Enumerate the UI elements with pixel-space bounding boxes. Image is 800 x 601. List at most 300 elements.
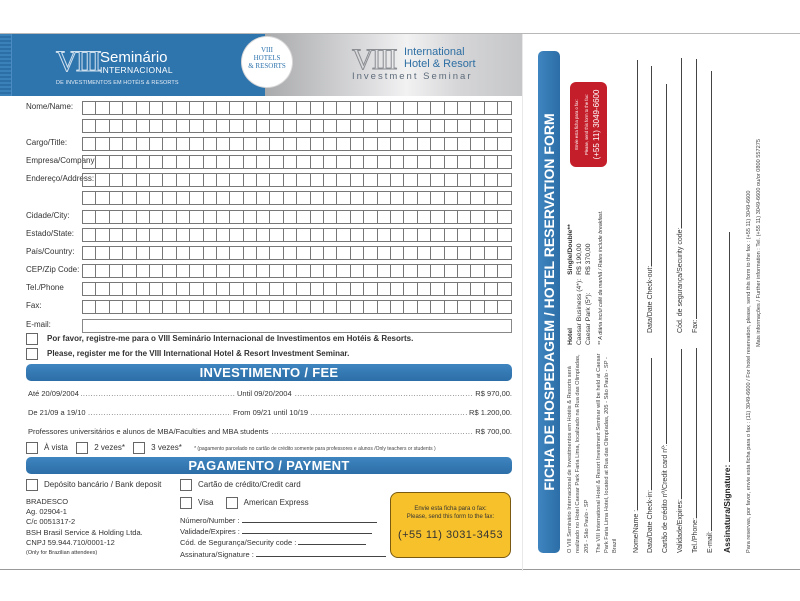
- character-box[interactable]: [378, 300, 391, 314]
- character-box[interactable]: [177, 191, 190, 205]
- character-box[interactable]: [364, 264, 377, 278]
- character-box[interactable]: [96, 228, 109, 242]
- character-box[interactable]: [337, 173, 350, 187]
- character-box[interactable]: [83, 137, 96, 151]
- expires-field[interactable]: [674, 349, 686, 553]
- character-box[interactable]: [445, 137, 458, 151]
- character-box[interactable]: [324, 228, 337, 242]
- character-box[interactable]: [230, 228, 243, 242]
- character-box[interactable]: [337, 246, 350, 260]
- character-box[interactable]: [257, 191, 270, 205]
- character-box[interactable]: [150, 101, 163, 115]
- character-box[interactable]: [418, 173, 431, 187]
- character-box[interactable]: [351, 101, 364, 115]
- bank-deposit-checkbox[interactable]: [26, 479, 38, 491]
- character-box[interactable]: [217, 246, 230, 260]
- character-box[interactable]: [337, 264, 350, 278]
- character-box[interactable]: [351, 300, 364, 314]
- character-box[interactable]: [485, 191, 498, 205]
- character-box[interactable]: [177, 282, 190, 296]
- character-box[interactable]: [351, 173, 364, 187]
- character-box[interactable]: [418, 300, 431, 314]
- character-box[interactable]: [163, 300, 176, 314]
- character-box[interactable]: [297, 155, 310, 169]
- character-box[interactable]: [297, 137, 310, 151]
- character-box[interactable]: [190, 264, 203, 278]
- character-box[interactable]: [204, 155, 217, 169]
- character-box[interactable]: [364, 300, 377, 314]
- character-box[interactable]: [137, 228, 150, 242]
- credit-card-option[interactable]: [180, 479, 301, 491]
- character-box[interactable]: [96, 173, 109, 187]
- character-box[interactable]: [163, 246, 176, 260]
- character-box[interactable]: [137, 264, 150, 278]
- character-box[interactable]: [418, 137, 431, 151]
- character-box[interactable]: [270, 246, 283, 260]
- character-box[interactable]: [150, 155, 163, 169]
- a-vista-checkbox[interactable]: [26, 442, 38, 454]
- character-box[interactable]: [257, 282, 270, 296]
- character-box[interactable]: [351, 191, 364, 205]
- character-box[interactable]: [445, 101, 458, 115]
- character-box[interactable]: [297, 119, 310, 133]
- amex-checkbox[interactable]: [226, 497, 238, 509]
- character-box[interactable]: [458, 119, 471, 133]
- character-box[interactable]: [137, 300, 150, 314]
- character-box[interactable]: [351, 119, 364, 133]
- character-box[interactable]: [123, 210, 136, 224]
- character-box[interactable]: [163, 155, 176, 169]
- character-box[interactable]: [110, 300, 123, 314]
- character-box[interactable]: [485, 228, 498, 242]
- character-box[interactable]: [458, 155, 471, 169]
- character-box[interactable]: [83, 101, 96, 115]
- character-box[interactable]: [364, 282, 377, 296]
- character-box[interactable]: [311, 246, 324, 260]
- character-box[interactable]: [123, 282, 136, 296]
- character-box[interactable]: [244, 191, 257, 205]
- character-box[interactable]: [257, 246, 270, 260]
- character-box[interactable]: [163, 210, 176, 224]
- character-box[interactable]: [364, 228, 377, 242]
- character-box[interactable]: [471, 300, 484, 314]
- card-expires-field[interactable]: [180, 526, 386, 537]
- character-box[interactable]: [337, 155, 350, 169]
- character-box[interactable]: [445, 300, 458, 314]
- character-box[interactable]: [378, 137, 391, 151]
- character-box[interactable]: [471, 210, 484, 224]
- character-box[interactable]: [471, 282, 484, 296]
- character-box-input[interactable]: [82, 228, 512, 242]
- character-box[interactable]: [270, 300, 283, 314]
- character-box[interactable]: [311, 137, 324, 151]
- character-box[interactable]: [297, 210, 310, 224]
- character-box[interactable]: [418, 264, 431, 278]
- character-box[interactable]: [351, 137, 364, 151]
- character-box[interactable]: [458, 246, 471, 260]
- register-en-option[interactable]: [26, 348, 349, 360]
- character-box[interactable]: [284, 282, 297, 296]
- character-box[interactable]: [351, 210, 364, 224]
- character-box[interactable]: [404, 137, 417, 151]
- character-box[interactable]: [217, 155, 230, 169]
- character-box[interactable]: [284, 264, 297, 278]
- visa-checkbox[interactable]: [180, 497, 192, 509]
- character-box[interactable]: [177, 228, 190, 242]
- character-box[interactable]: [110, 155, 123, 169]
- character-box[interactable]: [391, 282, 404, 296]
- character-box[interactable]: [217, 264, 230, 278]
- character-box[interactable]: [177, 137, 190, 151]
- character-box[interactable]: [204, 282, 217, 296]
- character-box[interactable]: [123, 173, 136, 187]
- character-box[interactable]: [351, 246, 364, 260]
- character-box[interactable]: [378, 173, 391, 187]
- character-box[interactable]: [418, 228, 431, 242]
- character-box[interactable]: [404, 210, 417, 224]
- character-box[interactable]: [83, 264, 96, 278]
- character-box[interactable]: [391, 137, 404, 151]
- character-box[interactable]: [244, 264, 257, 278]
- character-box[interactable]: [458, 173, 471, 187]
- character-box[interactable]: [284, 191, 297, 205]
- phone-field[interactable]: [689, 348, 701, 553]
- character-box[interactable]: [404, 155, 417, 169]
- character-box[interactable]: [217, 210, 230, 224]
- character-box[interactable]: [404, 119, 417, 133]
- checkin-input[interactable]: [644, 358, 652, 490]
- character-box[interactable]: [163, 119, 176, 133]
- character-box-input[interactable]: [82, 155, 512, 169]
- character-box[interactable]: [284, 210, 297, 224]
- character-box[interactable]: [364, 155, 377, 169]
- character-box[interactable]: [498, 119, 511, 133]
- checkin-field[interactable]: [644, 358, 656, 553]
- character-box[interactable]: [324, 282, 337, 296]
- character-box[interactable]: [96, 137, 109, 151]
- character-box[interactable]: [83, 282, 96, 296]
- character-box[interactable]: [230, 282, 243, 296]
- credit-card-input[interactable]: [659, 84, 667, 444]
- character-box[interactable]: [244, 210, 257, 224]
- character-box[interactable]: [257, 264, 270, 278]
- character-box[interactable]: [485, 246, 498, 260]
- character-box[interactable]: [485, 137, 498, 151]
- character-box[interactable]: [83, 228, 96, 242]
- character-box[interactable]: [431, 282, 444, 296]
- character-box[interactable]: [378, 228, 391, 242]
- 3-vezes-checkbox[interactable]: [133, 442, 145, 454]
- signature-field[interactable]: [722, 232, 732, 553]
- character-box[interactable]: [364, 210, 377, 224]
- character-box[interactable]: [230, 155, 243, 169]
- character-box[interactable]: [445, 173, 458, 187]
- character-box[interactable]: [337, 210, 350, 224]
- character-box[interactable]: [137, 155, 150, 169]
- character-box[interactable]: [324, 246, 337, 260]
- character-box[interactable]: [83, 173, 96, 187]
- character-box[interactable]: [96, 101, 109, 115]
- character-box[interactable]: [364, 173, 377, 187]
- character-box[interactable]: [485, 155, 498, 169]
- character-box[interactable]: [204, 210, 217, 224]
- character-box-input[interactable]: [82, 101, 512, 115]
- character-box[interactable]: [230, 210, 243, 224]
- character-box[interactable]: [204, 137, 217, 151]
- character-box[interactable]: [378, 191, 391, 205]
- option-visa[interactable]: [180, 497, 213, 509]
- character-box[interactable]: [311, 191, 324, 205]
- character-box[interactable]: [217, 191, 230, 205]
- card-signature-input[interactable]: [256, 549, 386, 557]
- character-box[interactable]: [284, 155, 297, 169]
- character-box[interactable]: [324, 119, 337, 133]
- character-box[interactable]: [230, 191, 243, 205]
- character-box[interactable]: [270, 137, 283, 151]
- register-pt-option[interactable]: [26, 333, 413, 345]
- character-box[interactable]: [324, 191, 337, 205]
- character-box[interactable]: [471, 191, 484, 205]
- character-box[interactable]: [257, 155, 270, 169]
- character-box[interactable]: [163, 282, 176, 296]
- character-box[interactable]: [204, 300, 217, 314]
- character-box[interactable]: [244, 101, 257, 115]
- character-box[interactable]: [244, 119, 257, 133]
- character-box[interactable]: [110, 210, 123, 224]
- security-code-field[interactable]: [674, 58, 686, 333]
- character-box[interactable]: [404, 228, 417, 242]
- character-box[interactable]: [137, 137, 150, 151]
- character-box[interactable]: [230, 246, 243, 260]
- character-box[interactable]: [150, 246, 163, 260]
- character-box[interactable]: [324, 155, 337, 169]
- character-box-input[interactable]: [82, 246, 512, 260]
- character-box[interactable]: [485, 119, 498, 133]
- character-box[interactable]: [297, 173, 310, 187]
- character-box[interactable]: [337, 228, 350, 242]
- email-input[interactable]: [704, 71, 712, 531]
- character-box[interactable]: [337, 300, 350, 314]
- character-box[interactable]: [485, 101, 498, 115]
- character-box[interactable]: [150, 228, 163, 242]
- character-box[interactable]: [230, 264, 243, 278]
- character-box[interactable]: [204, 173, 217, 187]
- character-box[interactable]: [458, 191, 471, 205]
- register-pt-checkbox[interactable]: [26, 333, 38, 345]
- character-box[interactable]: [217, 282, 230, 296]
- character-box[interactable]: [445, 210, 458, 224]
- character-box[interactable]: [445, 246, 458, 260]
- character-box[interactable]: [96, 264, 109, 278]
- character-box[interactable]: [311, 300, 324, 314]
- character-box[interactable]: [204, 119, 217, 133]
- character-box[interactable]: [150, 173, 163, 187]
- character-box[interactable]: [204, 246, 217, 260]
- character-box[interactable]: [244, 173, 257, 187]
- character-box[interactable]: [445, 119, 458, 133]
- guest-name-field[interactable]: [630, 60, 642, 553]
- character-box[interactable]: [297, 300, 310, 314]
- character-box[interactable]: [163, 101, 176, 115]
- character-box[interactable]: [311, 155, 324, 169]
- character-box[interactable]: [485, 264, 498, 278]
- character-box[interactable]: [498, 228, 511, 242]
- character-box[interactable]: [485, 173, 498, 187]
- character-box[interactable]: [110, 228, 123, 242]
- character-box[interactable]: [404, 191, 417, 205]
- character-box[interactable]: [284, 300, 297, 314]
- character-box[interactable]: [471, 137, 484, 151]
- character-box[interactable]: [150, 119, 163, 133]
- character-box[interactable]: [431, 264, 444, 278]
- character-box[interactable]: [110, 246, 123, 260]
- character-box[interactable]: [284, 246, 297, 260]
- character-box[interactable]: [244, 246, 257, 260]
- character-box[interactable]: [337, 282, 350, 296]
- character-box[interactable]: [324, 300, 337, 314]
- bank-deposit-option[interactable]: [26, 479, 161, 491]
- character-box[interactable]: [498, 155, 511, 169]
- character-box[interactable]: [110, 101, 123, 115]
- character-box[interactable]: [311, 210, 324, 224]
- character-box[interactable]: [351, 228, 364, 242]
- character-box[interactable]: [391, 191, 404, 205]
- character-box[interactable]: [177, 300, 190, 314]
- character-box[interactable]: [244, 137, 257, 151]
- character-box[interactable]: [498, 246, 511, 260]
- character-box[interactable]: [123, 300, 136, 314]
- character-box-input[interactable]: [82, 210, 512, 224]
- character-box[interactable]: [190, 300, 203, 314]
- character-box[interactable]: [445, 228, 458, 242]
- character-box[interactable]: [364, 246, 377, 260]
- character-box[interactable]: [471, 264, 484, 278]
- character-box[interactable]: [297, 101, 310, 115]
- character-box[interactable]: [163, 173, 176, 187]
- character-box[interactable]: [110, 137, 123, 151]
- character-box[interactable]: [324, 137, 337, 151]
- character-box[interactable]: [378, 282, 391, 296]
- phone-input[interactable]: [689, 348, 697, 518]
- character-box[interactable]: [257, 137, 270, 151]
- character-box[interactable]: [270, 264, 283, 278]
- character-box[interactable]: [177, 173, 190, 187]
- character-box[interactable]: [391, 173, 404, 187]
- character-box[interactable]: [230, 300, 243, 314]
- character-box[interactable]: [404, 101, 417, 115]
- character-box[interactable]: [445, 191, 458, 205]
- option-3-vezes[interactable]: [133, 442, 182, 454]
- character-box[interactable]: [418, 210, 431, 224]
- character-box[interactable]: [364, 191, 377, 205]
- character-box[interactable]: [404, 300, 417, 314]
- 2-vezes-checkbox[interactable]: [76, 442, 88, 454]
- character-box[interactable]: [150, 264, 163, 278]
- character-box[interactable]: [83, 300, 96, 314]
- character-box-input[interactable]: [82, 119, 512, 133]
- character-box[interactable]: [431, 191, 444, 205]
- character-box[interactable]: [351, 282, 364, 296]
- character-box[interactable]: [458, 282, 471, 296]
- character-box[interactable]: [471, 173, 484, 187]
- character-box[interactable]: [177, 101, 190, 115]
- character-box[interactable]: [324, 173, 337, 187]
- character-box[interactable]: [418, 119, 431, 133]
- character-box[interactable]: [190, 119, 203, 133]
- character-box[interactable]: [190, 191, 203, 205]
- character-box[interactable]: [190, 246, 203, 260]
- character-box[interactable]: [391, 246, 404, 260]
- character-box[interactable]: [378, 119, 391, 133]
- character-box[interactable]: [378, 155, 391, 169]
- character-box[interactable]: [378, 246, 391, 260]
- character-box[interactable]: [204, 228, 217, 242]
- character-box[interactable]: [324, 264, 337, 278]
- character-box[interactable]: [177, 155, 190, 169]
- character-box[interactable]: [137, 282, 150, 296]
- option-amex[interactable]: [226, 497, 309, 509]
- character-box[interactable]: [123, 101, 136, 115]
- character-box[interactable]: [123, 191, 136, 205]
- character-box[interactable]: [418, 191, 431, 205]
- character-box[interactable]: [110, 119, 123, 133]
- character-box[interactable]: [391, 119, 404, 133]
- checkout-input[interactable]: [644, 66, 652, 266]
- character-box[interactable]: [391, 101, 404, 115]
- character-box[interactable]: [257, 101, 270, 115]
- character-box[interactable]: [270, 173, 283, 187]
- card-security-input[interactable]: [298, 537, 366, 545]
- character-box[interactable]: [404, 282, 417, 296]
- card-number-input[interactable]: [242, 515, 377, 523]
- character-box[interactable]: [364, 101, 377, 115]
- character-box-input[interactable]: [82, 191, 512, 205]
- character-box[interactable]: [431, 210, 444, 224]
- expires-input[interactable]: [674, 349, 682, 499]
- character-box[interactable]: [230, 119, 243, 133]
- character-box[interactable]: [96, 210, 109, 224]
- character-box[interactable]: [270, 210, 283, 224]
- character-box[interactable]: [244, 300, 257, 314]
- character-box[interactable]: [418, 246, 431, 260]
- character-box[interactable]: [297, 191, 310, 205]
- character-box[interactable]: [471, 246, 484, 260]
- character-box[interactable]: [123, 264, 136, 278]
- character-box[interactable]: [431, 119, 444, 133]
- character-box[interactable]: [391, 210, 404, 224]
- character-box[interactable]: [311, 264, 324, 278]
- character-box[interactable]: [431, 300, 444, 314]
- character-box[interactable]: [137, 191, 150, 205]
- character-box[interactable]: [163, 191, 176, 205]
- character-box-input[interactable]: [82, 300, 512, 314]
- security-code-input[interactable]: [674, 58, 682, 228]
- character-box[interactable]: [204, 191, 217, 205]
- character-box[interactable]: [471, 119, 484, 133]
- character-box[interactable]: [96, 246, 109, 260]
- character-box[interactable]: [284, 101, 297, 115]
- character-box[interactable]: [270, 228, 283, 242]
- character-box[interactable]: [431, 101, 444, 115]
- character-box[interactable]: [391, 155, 404, 169]
- character-box[interactable]: [96, 191, 109, 205]
- character-box[interactable]: [123, 228, 136, 242]
- character-box[interactable]: [458, 264, 471, 278]
- character-box[interactable]: [391, 228, 404, 242]
- character-box[interactable]: [244, 282, 257, 296]
- character-box[interactable]: [257, 173, 270, 187]
- character-box[interactable]: [150, 300, 163, 314]
